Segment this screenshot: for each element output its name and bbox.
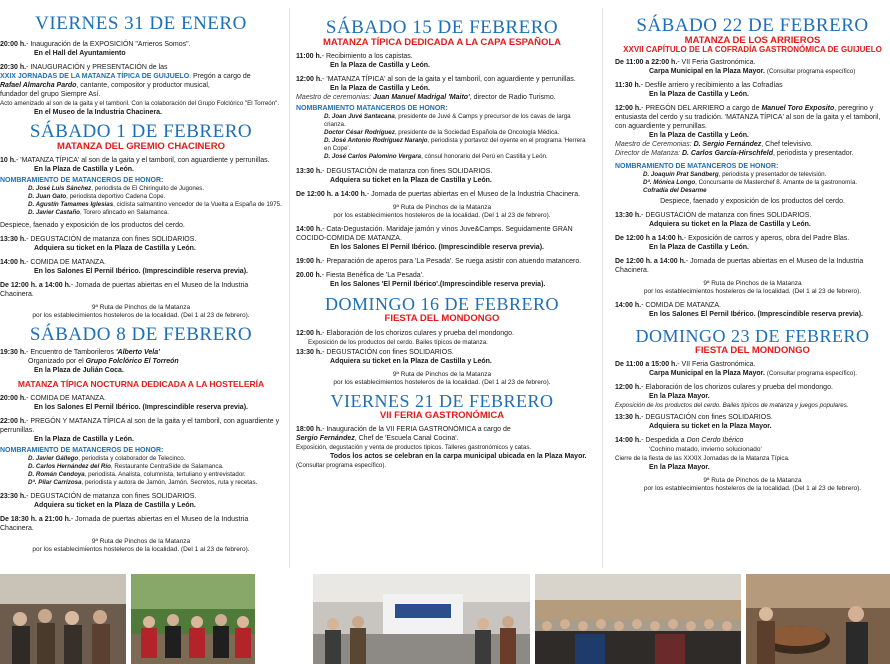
event (0, 281, 282, 299)
honor-item (643, 171, 890, 179)
day-heading: SÁBADO 8 DE FEBRERO (29, 324, 253, 346)
event (615, 436, 890, 472)
event (296, 257, 588, 266)
photo-strip (0, 574, 890, 664)
day-subheading: MATANZA TÍPICA DEDICADA A LA CAPA ESPAÑOLA (322, 36, 561, 48)
event (0, 156, 282, 174)
honor-desc: , periodista deportivo Cadena Cope. (66, 193, 166, 201)
honor-list (0, 455, 282, 487)
event (296, 271, 588, 289)
honor-item (28, 209, 282, 217)
ruta-title: 9ª Ruta de Pinchos de la Matanza (392, 370, 492, 378)
event (615, 234, 890, 252)
day-subheading: FIESTA DEL MONDONGO (384, 313, 500, 325)
event-time: De 12:00 h. a 14:00 h. (0, 282, 71, 290)
event-text: - DEGUSTACIÓN de matanza con fines SOLIDARIOS. (26, 492, 197, 500)
honor-desc: , periodista y autora de Jamón, Jamón. Secretos, ruta y recetas. (81, 478, 258, 486)
event-place: Adquiera su ticket en la Plaza Mayor. (649, 423, 772, 431)
event-text: - Jornada de puertas abiertas en el Museo de la Industria Chacinera. (366, 191, 581, 199)
event (615, 301, 890, 319)
event-text: Cierre de la fiesta de las XXXIX Jornadas de la Matanza Típica. (615, 455, 790, 463)
ruta-detail: por los establecimientos hosteleros de la localidad. (Del 1 al 23 de febrero). (32, 312, 250, 320)
event-time: 13:30 h. (296, 168, 323, 176)
column-right (615, 0, 890, 572)
honor-item (28, 193, 282, 201)
event-time: 19:00 h. (296, 258, 323, 266)
ruta-detail: por los establecimientos hosteleros de la localidad. (Del 1 al 23 de febrero). (643, 287, 862, 295)
honor-list (296, 113, 588, 161)
event-text: - COMIDA DE MATANZA. (26, 259, 106, 267)
event (615, 257, 890, 275)
honor-name: Cofradía del Desarme (643, 186, 707, 194)
event-text: Director de Matanza: (615, 149, 680, 157)
event-time: 10 h. (0, 157, 16, 165)
day-heading: SÁBADO 22 DE FEBRERO (636, 15, 869, 36)
honor-name: D. Joan Juvé Santacana (324, 113, 395, 121)
event-text: - DEGUSTACIÓN con fines SOLIDARIOS. (322, 348, 454, 356)
event-text: - INAUGURACIÓN y PRESENTACIÓN de las (26, 63, 168, 71)
event-time: 14:00 h. (615, 437, 642, 445)
day-heading: SÁBADO 1 DE FEBRERO (29, 120, 253, 142)
event-place: En los Salones El Pernil Ibérico. (Imprescindible reserva previa). (34, 268, 248, 276)
event-place: En la Plaza de Castilla y León. (649, 131, 749, 139)
event-place: Adquiera su ticket en la Plaza de Castilla y León. (34, 501, 196, 509)
event (615, 383, 890, 410)
event-time: 23:30 h. (0, 492, 27, 500)
event-note: Exposición de los productos del cerdo. Bailes típicos de matanza y juegos populares. (615, 402, 849, 410)
event (0, 515, 282, 533)
honor-name: D. Juan Gato (28, 193, 67, 201)
honor-item (28, 479, 282, 487)
event-note: (Consultar programa específico). (296, 462, 387, 470)
honor-name: D. Román Cendoya (28, 470, 85, 478)
ruta-detail: por los establecimientos hosteleros de la localidad. (Del 1 al 23 de febrero). (643, 485, 862, 493)
event-text: , Chef de 'Escuela Canal Cocina'. (354, 435, 459, 443)
event-text: - 'MATANZA TÍPICA' al son de la gaita y el tamboril, con aguardiente y perrunillas. (322, 76, 576, 84)
pregonero-name: Manuel Toro Exposito (761, 104, 835, 112)
ruta-title: 9ª Ruta de Pinchos de la Matanza (703, 279, 802, 287)
honor-heading: NOMBRAMIENTO DE MATANCEROS DE HONOR: (0, 177, 164, 185)
event (615, 360, 890, 378)
event-place: En la Plaza de Castilla y León. (34, 166, 134, 174)
event-time: 20:00 h. (0, 394, 27, 402)
column-center (296, 0, 588, 572)
event-text: , periodista y presentador. (772, 149, 854, 157)
event-text: , director de Radio Turismo. (469, 94, 556, 102)
event-quote: 'Cochino matado, invierno solucionado' (649, 446, 762, 454)
honor-heading: NOMBRAMIENTO DE MATANCEROS DE HONOR: (0, 446, 164, 454)
event-time: De 18:30 h. a 21:00 h. (0, 515, 71, 523)
event-time: 18:00 h. (296, 426, 323, 434)
master-name: D. Sergio Fernández (693, 140, 762, 148)
event (0, 40, 282, 58)
event (615, 81, 890, 99)
event (0, 63, 282, 117)
event-time: De 12:00 h. a 14:00 h. (296, 191, 367, 199)
event-text: - COMIDA DE MATANZA. (26, 394, 106, 402)
event-time: 12:00 h. (296, 76, 323, 84)
event-time: 12:00 h. (615, 384, 642, 392)
event-time: 14:00 h. (0, 259, 27, 267)
column-divider (289, 8, 290, 568)
event-text: - PREGÓN Y MATANZA TÍPICA al son de la gaita y el tamboril, con aguardiente y perrunillas. (0, 417, 280, 434)
organizer-name: Grupo Folclórico El Torreón (85, 358, 179, 366)
honor-desc: , Torero afincado en Salamanca. (79, 209, 169, 217)
event-time: 13:30 h. (296, 348, 323, 356)
event-time: 14:00 h. (296, 226, 323, 234)
event-time: 20.00 h. (296, 272, 322, 280)
event-text: - Recibimiento a los capistas. (321, 53, 413, 61)
column-left (0, 0, 282, 572)
event-text: , Chef televisivo. (761, 140, 813, 148)
event-time: De 12:00 h a 14:00 h. (615, 234, 684, 242)
honor-desc: , ciclista salmantino vencedor de la Vuelta a España de 1975. (113, 201, 282, 209)
event-place: Adquiera su ticket en la Plaza de Castilla y León. (649, 220, 811, 228)
day-subheading: MATANZA DEL GREMIO CHACINERO (56, 140, 225, 152)
event-text: - Elaboración de los chorizos culares y prueba del mondongo. (641, 384, 833, 392)
event-text: - DEGUSTACIÓN de matanza con fines SOLIDARIOS. (641, 211, 812, 219)
event-note: Exposición, degustación y venta de productos típicos. Talleres gastronómicos y catas. (296, 444, 532, 452)
honor-name: D. Javier Gállego (28, 454, 79, 462)
day-subheading-2: XXVII CAPÍTULO DE LA COFRADÍA GASTRONÓMICA DE GUIJUELO (623, 45, 882, 55)
honor-item (324, 137, 588, 153)
event-text: - DEGUSTACIÓN de matanza con fines SOLIDARIOS. (26, 236, 197, 244)
day-subheading: MATANZA DE LOS ARRIEROS (684, 34, 821, 46)
event (615, 413, 890, 431)
ruta-title: 9ª Ruta de Pinchos de la Matanza (91, 304, 191, 312)
event-text: - Jornada de puertas abiertas en el Museo de la Industria Chacinera. (0, 282, 249, 299)
event (296, 52, 588, 70)
honor-name: D. Joaquín Prat Sandberg (643, 170, 719, 178)
honor-item (643, 187, 890, 195)
event-name: 'Alberto Vela' (115, 349, 160, 357)
photo-group (535, 574, 741, 664)
ruta-detail: por los establecimientos hosteleros de la localidad. (Del 1 al 23 de febrero). (333, 378, 551, 386)
event-text: - DEGUSTACIÓN con fines SOLIDARIOS. (641, 414, 773, 422)
honor-item (324, 129, 588, 137)
honor-name: Dª. Mónica Longo (643, 178, 696, 186)
event-note: Exposición de los productos del cerdo. Bailes típicos de matanza. (308, 338, 488, 346)
honor-item (324, 153, 588, 161)
event-text: Despiece, faenado y exposición de los productos del cerdo. (0, 222, 185, 230)
event-text: fundador del grupo Siempre Así. (0, 90, 101, 98)
event-text: - Cata-Degustación. Maridaje jamón y vinos Juve&Camps. Seguidamente GRAN COCIDO-COMIDA DE MATANZA. (296, 226, 573, 243)
event-title: XXIX JORNADAS DE LA MATANZA TÍPICA DE GUIJUELO (0, 72, 190, 80)
event (296, 329, 588, 347)
day-subheading: FIESTA DEL MONDONGO (695, 344, 810, 356)
event-text: - Exposición de carros y aperos, obra del Padre Blas. (683, 234, 850, 242)
honor-name: D. Agustín Tamames Iglesias (28, 201, 114, 209)
pregonero-name: Rafael Almarcha Pardo (0, 81, 77, 89)
event (296, 167, 588, 185)
event-place: Carpa Municipal en la Plaza Mayor. (649, 67, 765, 75)
event-place: Carpa Municipal en la Plaza Mayor. (649, 370, 765, 378)
day-heading: SÁBADO 15 DE FEBRERO (325, 17, 559, 38)
event-place: En la Plaza de Castilla y León. (649, 90, 749, 98)
event-text: . Pregón a cargo de (189, 72, 251, 80)
honor-name: D. José Antonio Rodríguez Naranjo (324, 137, 428, 145)
event-place: Adquiera su ticket en la Plaza de Castilla y León. (330, 177, 492, 185)
photo-folk-dancers (131, 574, 255, 664)
event-place: Adquiera su ticket en la Plaza de Castilla y León. (330, 357, 492, 365)
honor-desc: , Concursante de Masterchef 8. Amante de la gastronomía. (695, 178, 858, 186)
event-place: Todos los actos se celebran en la carpa municipal ubicada en la Plaza Mayor. (330, 453, 587, 461)
honor-item (643, 179, 890, 187)
honor-name: D. José Carlos Palomino Vergara (324, 153, 422, 161)
event (296, 190, 588, 199)
event-time: 20:00 h. (0, 40, 27, 48)
event-name: Don Cerdo Ibérico (686, 437, 744, 445)
honor-desc: , periodista y presentador de televisión. (718, 170, 827, 178)
event (0, 492, 282, 510)
photo-crowd-street (0, 574, 126, 664)
event-text: - Fiesta Benéfica de 'La Pesada'. (321, 272, 424, 280)
honor-desc: , periodista y colaborador de Telecinco. (78, 454, 186, 462)
event-time: De 12:00 h. a 14:00 h. (615, 257, 686, 265)
photo-cooking (746, 574, 890, 664)
honor-name: D. José Luis Sánchez (28, 185, 92, 193)
event-text: - Preparación de aperos para 'La Pesada'. Se ruega asistir con atuendo matancero. (322, 258, 582, 266)
event-text: - 'MATANZA TÍPICA' al son de la gaita y el tamboril, con aguardiente y perrunillas. (15, 157, 270, 165)
honor-desc: , periodista y portavoz del oyente en el programa 'Herrera en Cope'. (324, 137, 586, 153)
event (296, 425, 588, 470)
event (296, 225, 588, 252)
event (615, 211, 890, 229)
event-text: - VII Feria Gastronómica. (677, 361, 756, 369)
event-text: - VII Feria Gastronómica. (677, 58, 756, 66)
ruta-detail: por los establecimientos hosteleros de la localidad. (Del 1 al 23 de febrero). (333, 212, 551, 220)
ruta-detail: por los establecimientos hosteleros de la localidad. (Del 1 al 23 de febrero). (32, 545, 250, 553)
honor-desc: , Restaurante CentraSide de Salamanca. (110, 462, 224, 470)
honor-desc: , periodista de El Chiringuito de Jugones. (91, 185, 205, 193)
honor-heading: NOMBRAMIENTO DE MATANCEROS DE HONOR: (615, 162, 779, 170)
event-text: - Desfile arriero y recibimiento a las Cofradías (640, 81, 783, 89)
event-place: En el Museo de la Industria Chacinera. (34, 108, 162, 116)
event (0, 258, 282, 276)
event-time: 13:30 h. (0, 236, 27, 244)
director-name: D. Carlos García-Hirschfeld (681, 149, 773, 157)
event-time: De 11:00 a 15:00 h. (615, 361, 678, 369)
honor-item (28, 455, 282, 463)
photo-plaza-event (313, 574, 530, 664)
honor-item (28, 201, 282, 209)
event-note: (Consultar programa específico). (766, 370, 857, 378)
honor-name: D. Carlos Hernández del Río (28, 462, 111, 470)
day-subheading: VII FERIA GASTRONÓMICA (379, 409, 505, 421)
event-place: En la Plaza de Julián Coca. (34, 367, 124, 375)
event-text: Organizado por el (28, 358, 84, 366)
event-text: - PREGÓN DEL ARRIERO a cargo de (641, 104, 760, 112)
day-heading: DOMINGO 16 DE FEBRERO (324, 294, 559, 315)
event-text: , peregrino y entusiasta del cerdo y su tradición. 'MATANZA TÍPICA' al son de la gaita y el tamboril, con aguardiente y perrunillas. (615, 104, 881, 130)
event-place: En la Plaza de Castilla y León. (649, 243, 749, 251)
master-name: Juan Manuel Madrigal 'Maito' (373, 94, 470, 102)
honor-list (0, 185, 282, 217)
honor-list (615, 171, 890, 195)
day-heading: VIERNES 21 DE FEBRERO (330, 390, 554, 411)
event-place: En los Salones 'El Pernil Ibérico'.(Imprescindible reserva previa). (330, 281, 546, 289)
honor-item (324, 113, 588, 129)
event-place: En la Plaza de Castilla y León. (34, 435, 134, 443)
event-text: - Inauguración de la VII FERIA GASTRONÓMICA a cargo de (322, 426, 511, 434)
honor-name: D. Javier Castaño (28, 209, 80, 217)
event-text: , cantante, compositor y productor musical, (76, 81, 210, 89)
event-text: Maestro de Ceremonias: (615, 140, 692, 148)
ruta-title: 9ª Ruta de Pinchos de la Matanza (703, 477, 802, 485)
event-time: 22:00 h. (0, 417, 27, 425)
event-time: 13:30 h. (615, 414, 642, 422)
event-text: Maestro de ceremonias: (296, 94, 372, 102)
event-time: 11:00 h. (296, 53, 322, 61)
event-note: Acto amenizado al son de la gaita y el tamboril. Con la colaboración del Grupo Folclórico "El Torreón". (0, 99, 280, 107)
honor-desc: , presidente de la Sociedad Española de Oncología Médica. (394, 129, 560, 137)
event-text: - Jornada de puertas abiertas en el Museo de la Industria Chacinera. (615, 257, 864, 274)
event-place: En los Salones El Pernil Ibérico. (Imprescindible reserva previa). (330, 244, 544, 252)
honor-heading: NOMBRAMIENTO MATANCEROS DE HONOR: (296, 105, 448, 113)
chef-name: Sergio Fernández (296, 435, 355, 443)
event-place: En los Salones El Pernil Ibérico. (Imprescindible reserva previa). (34, 403, 248, 411)
event-time: 12:00 h. (615, 104, 642, 112)
event-time: 12:00 h. (296, 329, 323, 337)
event-time: 19:30 h. (0, 349, 27, 357)
event-place: En el Hall del Ayuntamiento (34, 49, 126, 57)
ruta-title: 9ª Ruta de Pinchos de la Matanza (91, 537, 191, 545)
event (0, 348, 282, 375)
honor-name: Dª. Pilar Carrizosa (28, 478, 82, 486)
event-time: 13:30 h. (615, 211, 642, 219)
event (0, 417, 282, 444)
honor-desc: , periodista. Analista, columnista, tertuliano y entrevistador. (84, 470, 246, 478)
event-place: En los Salones El Pernil Ibérico. (Imprescindible reserva previa). (649, 310, 863, 318)
honor-name: Doctor César Rodríguez (324, 129, 395, 137)
event (296, 75, 588, 102)
honor-desc: , presidente de Juvé & Camps y precursor de los cavas de larga crianza. (324, 113, 571, 129)
day-heading: VIERNES 31 DE ENERO (35, 13, 247, 34)
event-text: Despiece, faenado y exposición de los productos del cerdo. (660, 197, 845, 205)
honor-item (28, 185, 282, 193)
event (615, 58, 890, 76)
honor-desc: , cónsul honorario del Perú en Castilla y León. (421, 153, 548, 161)
event-place: En la Plaza Mayor. (649, 464, 710, 472)
event-text: - Encuentro de Tamborileros (26, 349, 114, 357)
event-text: - Elaboración de los chorizos culares y prueba del mondongo. (322, 329, 514, 337)
ruta-title: 9ª Ruta de Pinchos de la Matanza (392, 204, 492, 212)
column-divider (602, 8, 603, 568)
event-time: 20:30 h. (0, 63, 27, 71)
day-subheading: MATANZA TÍPICA NOCTURNA DEDICADA A LA HOSTELERÍA (17, 379, 265, 390)
event (0, 394, 282, 412)
event (615, 104, 890, 158)
honor-item (28, 463, 282, 471)
honor-item (28, 471, 282, 479)
event-time: De 11:00 a 22:00 h. (615, 58, 678, 66)
event-text: - Despedida a (641, 437, 685, 445)
event-text: - DEGUSTACIÓN de matanza con fines SOLIDARIOS. (322, 168, 493, 176)
event-place: En la Plaza de Castilla y León. (330, 62, 430, 70)
event-time: 14:00 h. (615, 301, 642, 309)
event-time: 11:30 h. (615, 81, 641, 89)
event-place: En la Plaza de Castilla y León. (330, 85, 430, 93)
event-text: - COMIDA DE MATANZA. (641, 301, 721, 309)
event-note: (Consultar programa específico) (766, 67, 856, 75)
event-text: - Inauguración de la EXPOSICIÓN "Arrieros Somos". (26, 40, 191, 48)
day-heading: DOMINGO 23 DE FEBRERO (635, 325, 870, 346)
event-place: En la Plaza Mayor. (649, 393, 710, 401)
event (296, 348, 588, 366)
event-place: Adquiera su ticket en la Plaza de Castilla y León. (34, 245, 196, 253)
event (0, 235, 282, 253)
event-text: - Jornada de puertas abiertas en el Museo de la Industria Chacinera. (0, 515, 249, 532)
